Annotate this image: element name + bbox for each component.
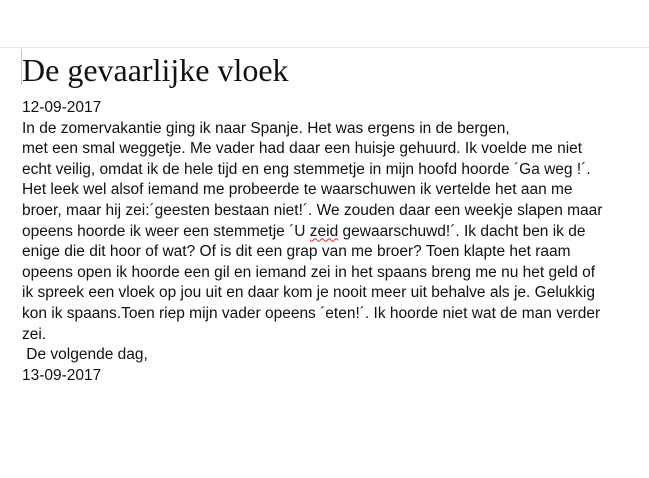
- paragraph-line-2[interactable]: met een smal weggetje. Me vader had daar een huisje gehuurd. Ik voelde me niet: [22, 140, 583, 158]
- spellcheck-misspelled-word[interactable]: zeid: [309, 222, 339, 240]
- paragraph-line-6[interactable]: [22, 222, 642, 243]
- page-top-border: [0, 47, 649, 48]
- line-6-text-before: opeens hoorde ik weer een stemmetje ´U: [22, 222, 310, 240]
- closing-line[interactable]: De volgende dag,: [22, 346, 148, 364]
- paragraph-line-7[interactable]: enige die dit hoor of wat? Of is dit een grap van me broer? Toen klapte het raam: [22, 243, 571, 261]
- line-6-text-after: gewaarschuwd!´. Ik dacht ben ik de: [338, 222, 586, 240]
- paragraph-line-1[interactable]: In de zomervakantie ging ik naar Spanje. Het was ergens in de bergen,: [22, 119, 510, 137]
- document-title[interactable]: De gevaarlijke vloek: [22, 52, 289, 88]
- document-body[interactable]: [22, 50, 642, 386]
- paragraph-line-11[interactable]: zei.: [22, 325, 47, 343]
- paragraph-line-10[interactable]: kon ik spaans.Toen riep mijn vader opeens ´eten!´. Ik hoorde niet wat de man verder: [22, 304, 601, 322]
- document-text[interactable]: [22, 98, 642, 386]
- paragraph-line-8[interactable]: opeens open ik hoorde een gil en iemand zei in het spaans breng me nu het geld of: [22, 263, 596, 281]
- paragraph-line-4[interactable]: Het leek wel alsof iemand me probeerde te waarschuwen ik vertelde het aan me: [22, 181, 573, 199]
- paragraph-line-5[interactable]: broer, maar hij zei:´geesten bestaan niet!´. We zouden daar een weekje slapen maar: [22, 201, 603, 219]
- paragraph-line-3[interactable]: echt veilig, omdat ik de hele tijd en eng stemmetje in mijn hoofd hoorde ´Ga weg !´.: [22, 160, 591, 178]
- paragraph-line-9[interactable]: ik spreek een vloek op jou uit en daar kom je nooit meer uit behalve als je. Gelukkig: [22, 284, 595, 302]
- date-bottom[interactable]: 13-09-2017: [22, 366, 102, 384]
- date-top[interactable]: 12-09-2017: [22, 99, 102, 116]
